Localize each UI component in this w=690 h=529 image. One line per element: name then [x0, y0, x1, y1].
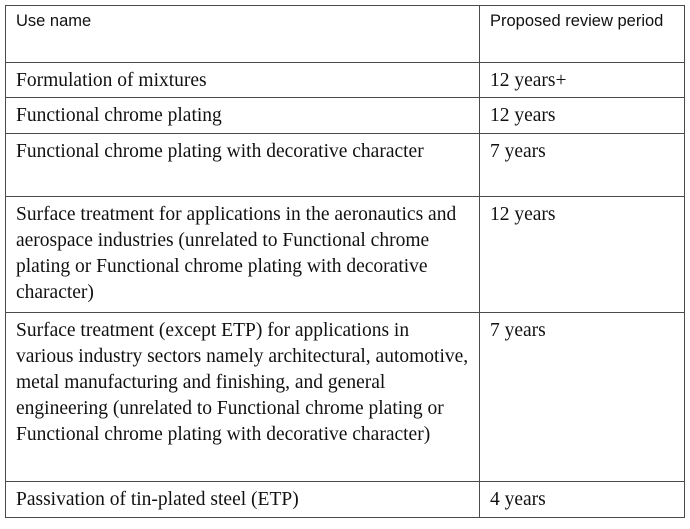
use-name-cell [6, 98, 480, 134]
use-name-text: Surface treatment (except ETP) for applications in various industry sectors namely architectural, automotive, metal manufacturing and finishing, and general engineering (unrelated to Functional chrome plating or Functional chrome plating with decorative character) [16, 320, 474, 445]
use-name-cell [6, 134, 480, 197]
use-name-cell [6, 63, 480, 98]
use-name-text: Functional chrome plating [16, 105, 222, 126]
review-period-text: 4 years [490, 489, 546, 510]
table-row [6, 313, 685, 482]
review-period-table [5, 5, 685, 518]
use-name-text: Surface treatment for applications in the aeronautics and aerospace industries (unrelated to Functional chrome plating or Functional chrome plating with decorative character) [16, 204, 462, 303]
use-name-cell [6, 482, 480, 518]
use-name-text: Formulation of mixtures [16, 70, 207, 91]
header-review-period [480, 6, 685, 63]
table-row [6, 134, 685, 197]
review-period-cell [480, 313, 685, 482]
header-use-name-label: Use name [16, 12, 92, 30]
review-period-cell [480, 134, 685, 197]
review-period-text: 12 years+ [490, 70, 567, 91]
review-period-text: 12 years [490, 204, 556, 225]
table-row [6, 98, 685, 134]
review-period-cell [480, 98, 685, 134]
review-period-cell [480, 197, 685, 313]
review-period-cell [480, 482, 685, 518]
review-period-text: 7 years [490, 320, 546, 341]
use-name-cell [6, 197, 480, 313]
use-name-text: Functional chrome plating with decorative character [16, 141, 424, 162]
table-row [6, 63, 685, 98]
use-name-cell [6, 313, 480, 482]
use-name-text: Passivation of tin-plated steel (ETP) [16, 489, 299, 510]
header-use-name [6, 6, 480, 63]
review-period-text: 12 years [490, 105, 556, 126]
table-row [6, 482, 685, 518]
table-row [6, 197, 685, 313]
table-header-row [6, 6, 685, 63]
header-review-period-label: Proposed review period [490, 12, 664, 30]
review-period-cell [480, 63, 685, 98]
review-period-text: 7 years [490, 141, 546, 162]
